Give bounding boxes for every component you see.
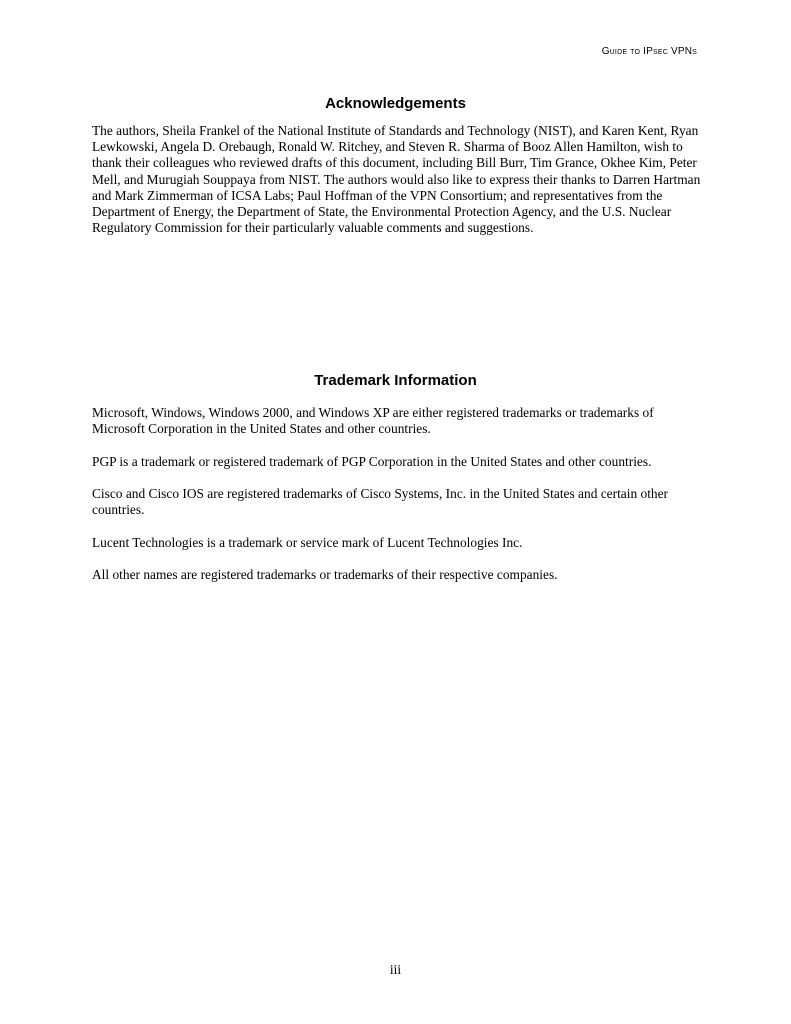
trademark-paragraph-other: All other names are registered trademarks or trademarks of their respective companies. xyxy=(92,566,558,582)
trademark-paragraph-lucent: Lucent Technologies is a trademark or service mark of Lucent Technologies Inc. xyxy=(92,534,523,550)
trademark-paragraph-microsoft: Microsoft, Windows, Windows 2000, and Windows XP are either registered trademarks or trademarks of Microsoft Corporation in the United States and other countries. xyxy=(92,405,654,437)
trademark-heading: Trademark Information xyxy=(314,372,477,389)
trademark-paragraph-pgp: PGP is a trademark or registered trademark of PGP Corporation in the United States and other countries. xyxy=(92,453,652,469)
trademark-paragraph-cisco: Cisco and Cisco IOS are registered trademarks of Cisco Systems, Inc. in the United States and certain other countries. xyxy=(92,485,669,518)
running-header: Guide to IPsec VPNs xyxy=(601,46,697,57)
page-number: iii xyxy=(389,962,402,977)
trademark-section xyxy=(92,405,704,599)
acknowledgements-paragraph: The authors, Sheila Frankel of the National Institute of Standards and Technology (NIST), and Karen Kent, Ryan Lewkowski, Angela D. Orebaugh, Ronald W. Ritchey, and Steven R. Sharma of Booz Allen Hamilton, wish to thank their colleagues who reviewed drafts of this document, including Bill Burr, Tim Grance, Okhee Kim, Peter Mell, and Murugiah Souppaya from NIST. The authors would also like to express their thanks to Darren Hartman and Mark Zimmerman of ICSA Labs; Paul Hoffman of the VPN Consortium; and representatives from the Department of Energy, the Department of State, the Environmental Protection Agency, and the U.S. Nuclear Regulatory Commission for their particularly valuable comments and suggestions. xyxy=(92,123,701,236)
acknowledgements-heading: Acknowledgements xyxy=(325,95,466,112)
